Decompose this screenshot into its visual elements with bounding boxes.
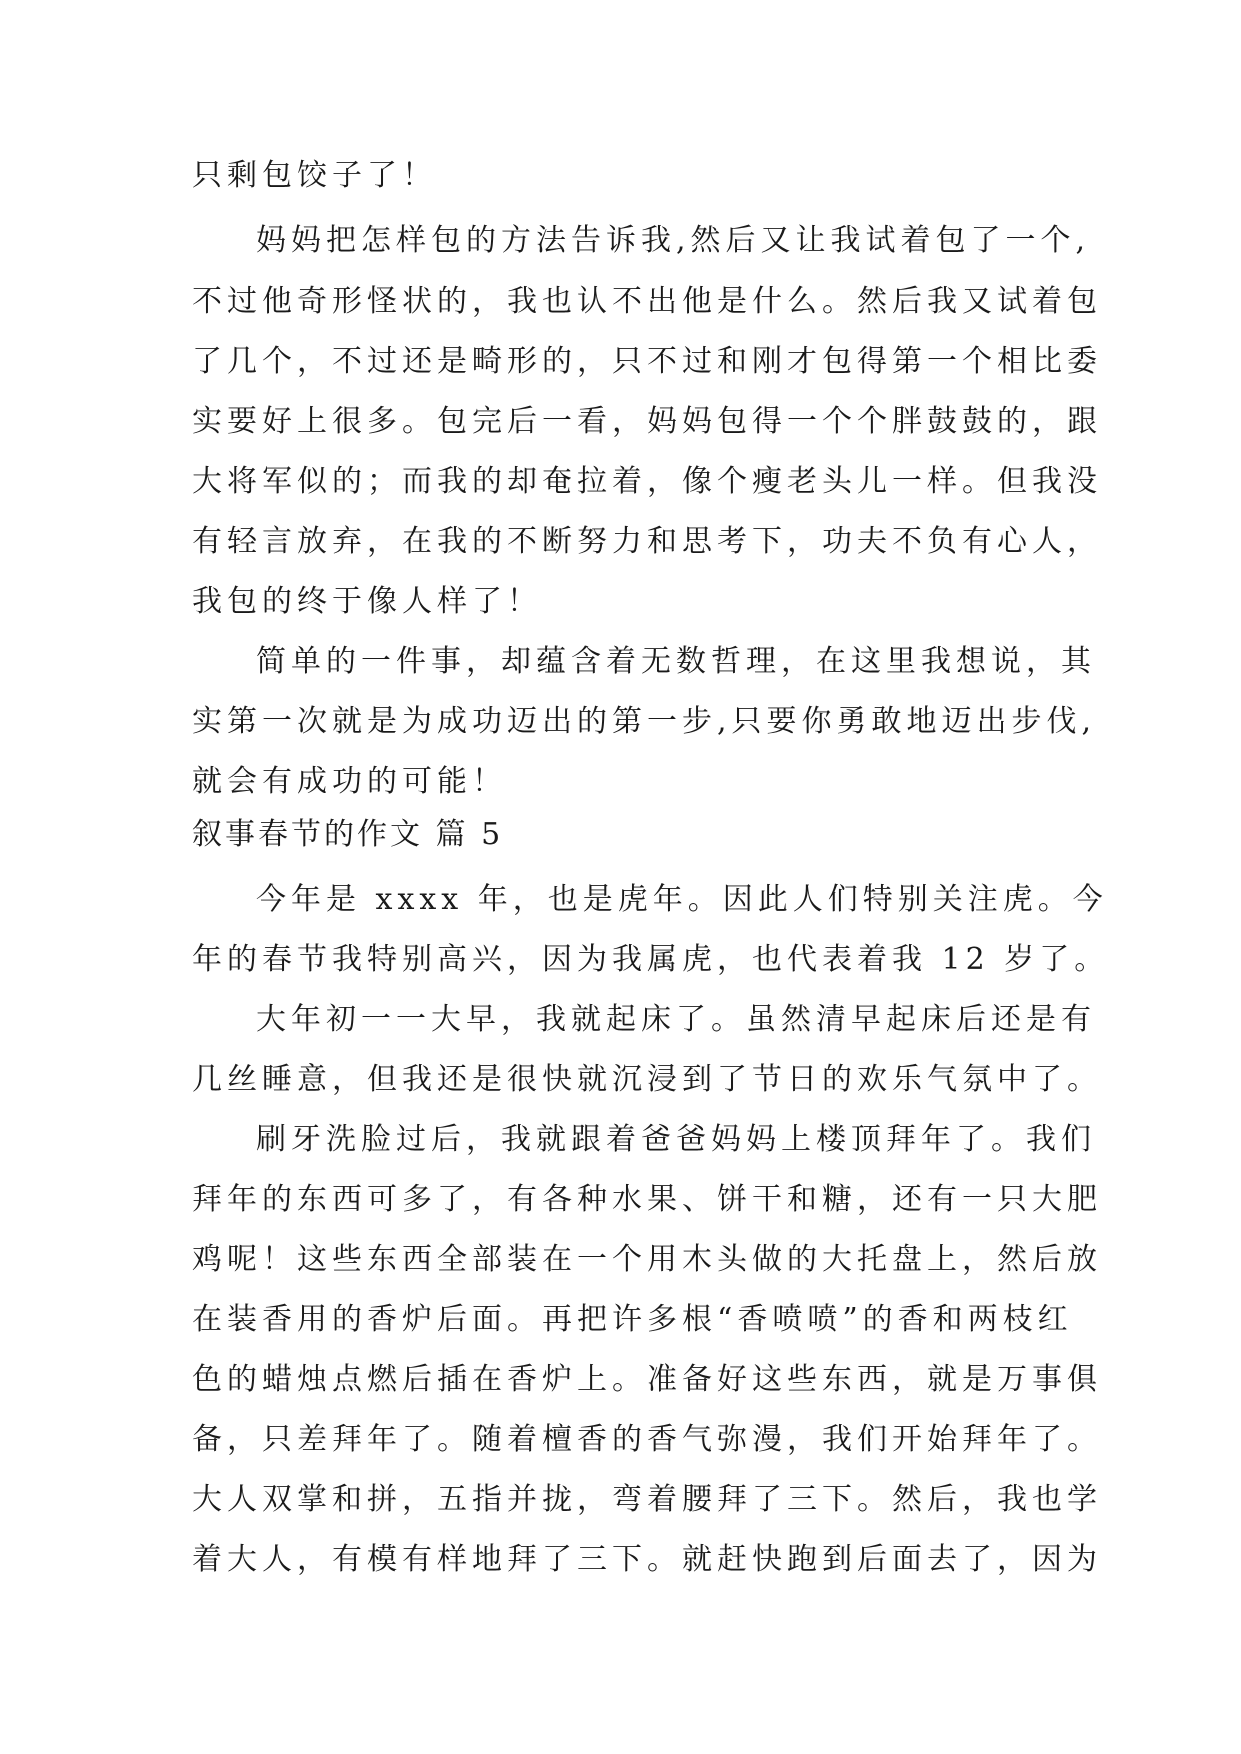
paragraph-first-line: 刷牙洗脸过后，我就跟着爸爸妈妈上楼顶拜年了。我们 (256, 1122, 1096, 1157)
text-line: 有轻言放弃，在我的不断努力和思考下，功夫不负有心人， (192, 524, 1102, 559)
text-line: 只剩包饺子了！ (192, 158, 437, 193)
section-heading: 叙事春节的作文 篇 5 (192, 817, 504, 852)
text-line: 不过他奇形怪状的，我也认不出他是什么。然后我又试着包 (192, 284, 1102, 319)
text-line: 拜年的东西可多了，有各种水果、饼干和糖，还有一只大肥 (192, 1182, 1102, 1217)
text-line: 在装香用的香炉后面。再把许多根“香喷喷”的香和两枝红 (192, 1302, 1073, 1337)
paragraph-first-line: 大年初一一大早，我就起床了。虽然清早起床后还是有 (256, 1002, 1096, 1037)
text-line: 实第一次就是为成功迈出的第一步,只要你勇敢地迈出步伐, (192, 704, 1097, 739)
text-line: 就会有成功的可能！ (192, 764, 507, 799)
paragraph-first-line: 今年是 xxxx 年，也是虎年。因此人们特别关注虎。今 (256, 882, 1108, 917)
text-line: 大人双掌和拼，五指并拢，弯着腰拜了三下。然后，我也学 (192, 1482, 1102, 1517)
text-line: 了几个，不过还是畸形的，只不过和刚才包得第一个相比委 (192, 344, 1102, 379)
text-line: 备，只差拜年了。随着檀香的香气弥漫，我们开始拜年了。 (192, 1422, 1102, 1457)
text-line: 大将军似的；而我的却奄拉着，像个瘦老头儿一样。但我没 (192, 464, 1102, 499)
text-line: 实要好上很多。包完后一看，妈妈包得一个个胖鼓鼓的，跟 (192, 404, 1102, 439)
text-line: 我包的终于像人样了！ (192, 584, 542, 619)
paragraph-first-line: 简单的一件事，却蕴含着无数哲理，在这里我想说，其 (256, 644, 1096, 679)
text-line: 鸡呢！这些东西全部装在一个用木头做的大托盘上，然后放 (192, 1242, 1102, 1277)
text-line: 几丝睡意，但我还是很快就沉浸到了节日的欢乐气氛中了。 (192, 1062, 1102, 1097)
text-line: 着大人，有模有样地拜了三下。就赶快跑到后面去了，因为 (192, 1542, 1102, 1577)
paragraph-first-line: 妈妈把怎样包的方法告诉我,然后又让我试着包了一个, (256, 223, 1091, 258)
text-line: 色的蜡烛点燃后插在香炉上。准备好这些东西，就是万事俱 (192, 1362, 1102, 1397)
text-line: 年的春节我特别高兴，因为我属虎，也代表着我 12 岁了。 (192, 942, 1110, 977)
